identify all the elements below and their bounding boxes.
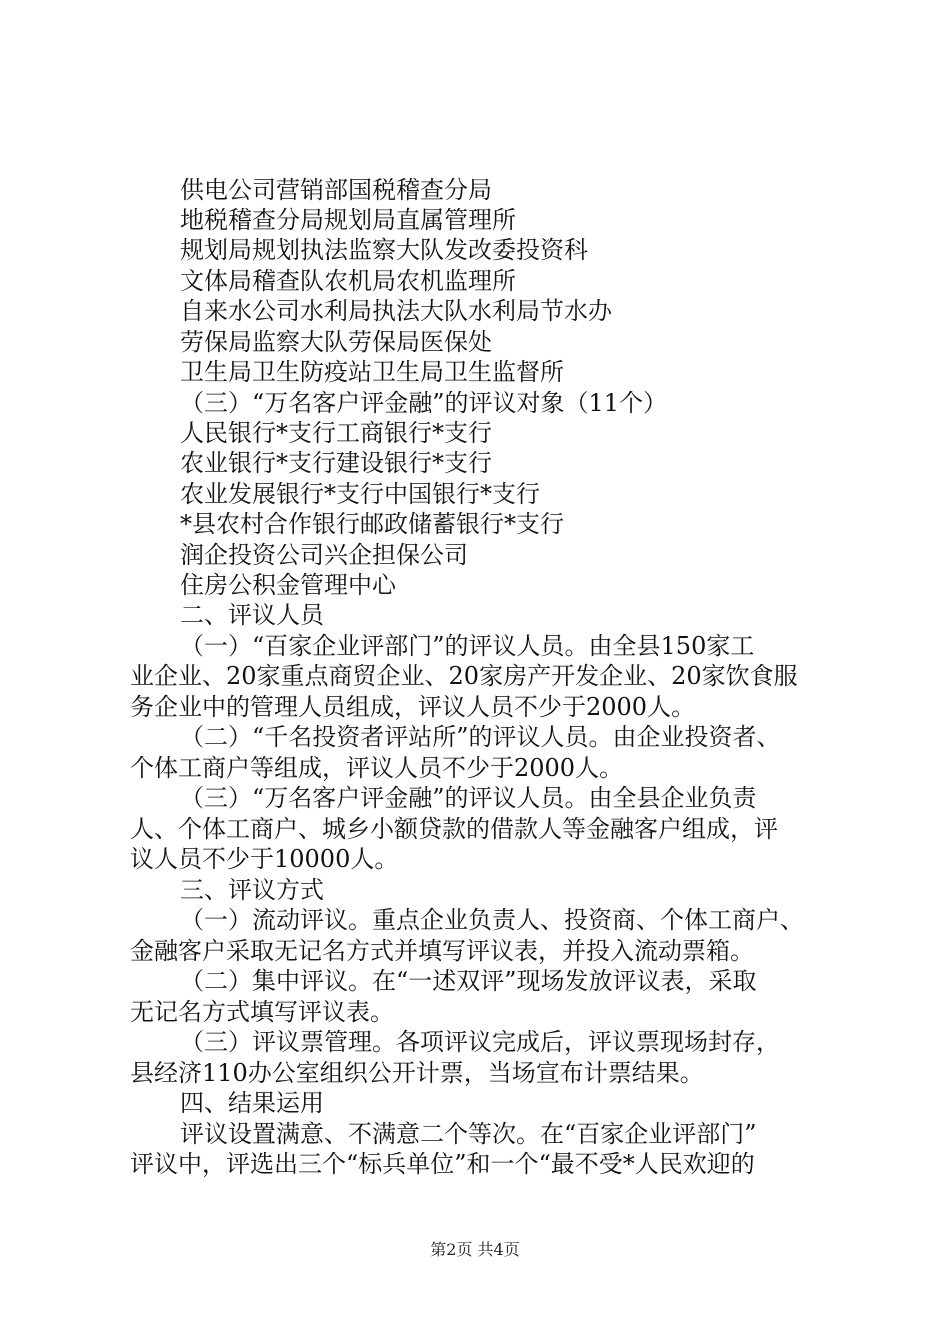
paragraph-line: 议人员不少于10000人。: [130, 845, 399, 873]
paragraph-line: 无记名方式填写评议表。: [130, 998, 394, 1026]
paragraph-line: （三）“万名客户评金融”的评议人员。由全县企业负责: [180, 784, 757, 812]
text-line: 地税稽查分局规划局直属管理所: [180, 206, 516, 234]
page-number-footer: 第2页 共4页: [430, 1240, 520, 1259]
paragraph-line: （一）流动评议。重点企业负责人、投资商、个体工商户、: [180, 906, 804, 934]
text-line: 人民银行*支行工商银行*支行: [180, 419, 492, 447]
text-line: 文体局稽查队农机局农机监理所: [180, 267, 516, 295]
text-line: 润企投资公司兴企担保公司: [180, 541, 468, 569]
paragraph-line: 县经济110办公室组织公开计票，当场宣布计票结果。: [130, 1059, 704, 1087]
text-line: 农业发展银行*支行中国银行*支行: [180, 480, 540, 508]
text-line: 农业银行*支行建设银行*支行: [180, 449, 492, 477]
text-line: 供电公司营销部国税稽查分局: [180, 176, 492, 204]
text-line: 卫生局卫生防疫站卫生局卫生监督所: [180, 358, 564, 386]
section-heading: （三）“万名客户评金融”的评议对象（11个）: [180, 389, 668, 417]
paragraph-line: 人、个体工商户、城乡小额贷款的借款人等金融客户组成，评: [130, 815, 778, 843]
section-heading: 四、结果运用: [180, 1089, 324, 1117]
paragraph-line: 务企业中的管理人员组成，评议人员不少于2000人。: [130, 693, 696, 721]
paragraph-line: （三）评议票管理。各项评议完成后，评议票现场封存，: [180, 1028, 780, 1056]
section-heading: 三、评议方式: [180, 876, 324, 904]
paragraph-line: 个体工商户等组成，评议人员不少于2000人。: [130, 754, 624, 782]
paragraph-line: （一）“百家企业评部门”的评议人员。由全县150家工: [180, 632, 755, 660]
text-line: 劳保局监察大队劳保局医保处: [180, 328, 492, 356]
paragraph-line: 金融客户采取无记名方式并填写评议表，并投入流动票箱。: [130, 937, 754, 965]
paragraph-line: 评议设置满意、不满意二个等次。在“百家企业评部门”: [180, 1120, 757, 1148]
paragraph-line: 业企业、20家重点商贸企业、20家房产开发企业、20家饮食服: [130, 662, 798, 690]
text-line: 自来水公司水利局执法大队水利局节水办: [180, 297, 612, 325]
section-heading: 二、评议人员: [180, 601, 324, 629]
text-line: *县农村合作银行邮政储蓄银行*支行: [180, 510, 564, 538]
text-line: 住房公积金管理中心: [180, 571, 396, 599]
paragraph-line: （二）集中评议。在“一述双评”现场发放评议表，采取: [180, 967, 757, 995]
paragraph-line: （二）“千名投资者评站所”的评议人员。由企业投资者、: [180, 723, 781, 751]
paragraph-line: 评议中，评选出三个“标兵单位”和一个“最不受*人民欢迎的: [130, 1150, 755, 1178]
text-line: 规划局规划执法监察大队发改委投资科: [180, 236, 588, 264]
